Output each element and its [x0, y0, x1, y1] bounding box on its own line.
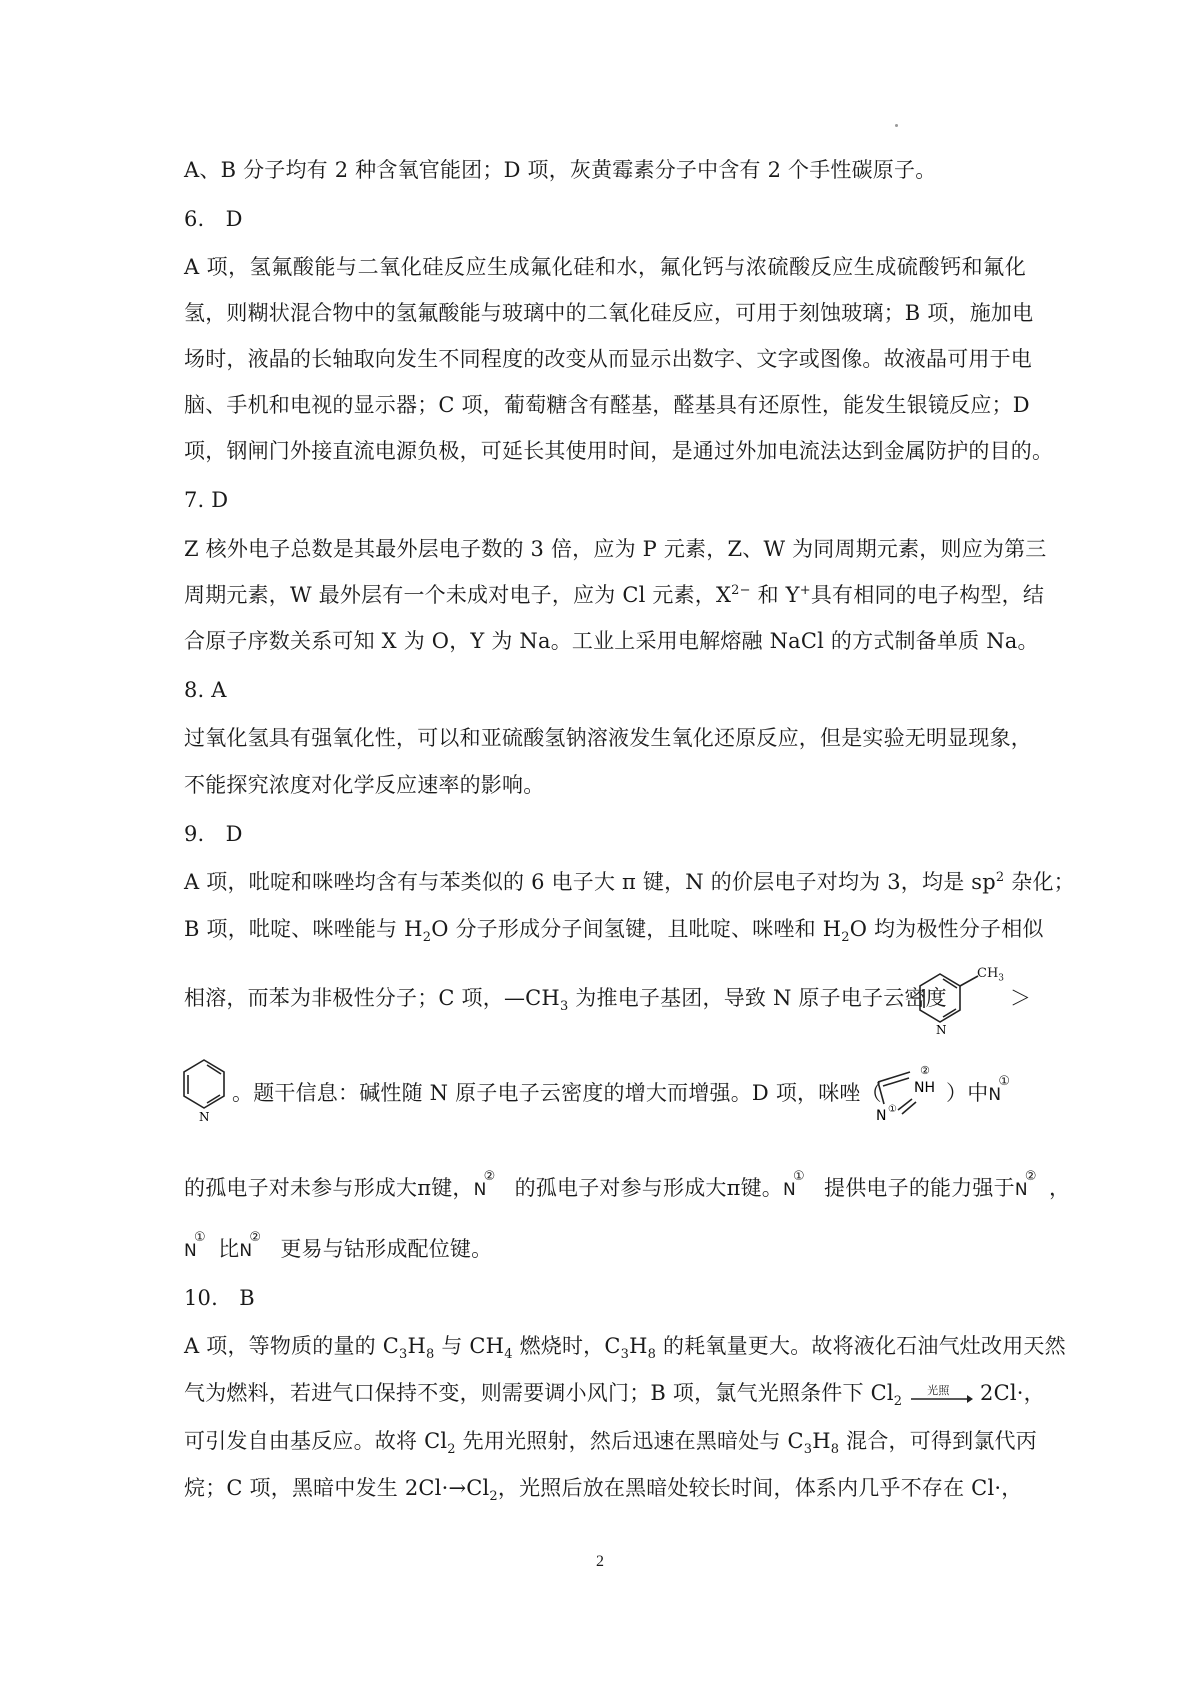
ring-n-label: N [199, 1110, 210, 1124]
text-line: A 项，等物质的量的 $C_3H_8$ 与 $CH_4$ 燃烧时，$C_3H_8$ 的耗氧量更大。故将液化石油气灶改用天然 [184, 1334, 1066, 1363]
pyridine-structure [178, 1050, 238, 1130]
text-line: 合原子序数关系可知 X 为 O，Y 为 Na。工业上采用电解熔融 NaCl 的方式制备单质 Na。 [184, 629, 1039, 653]
text-line: 相溶，而苯为非极性分子；C 项，$—CH_3$ 为推电子基团，导致 N 原子电子云密度 [184, 986, 947, 1015]
text-line: 。题干信息：碱性随 N 原子电子云密度的增大而增强。D 项，咪唑（ [232, 1081, 882, 1105]
text-line: 场时，液晶的长轴取向发生不同程度的改变从而显示出数字、文字或图像。故液晶可用于电 [184, 347, 1032, 371]
text-line: ）中N ① [946, 1074, 1011, 1105]
reaction-arrow: 光照 [909, 1385, 973, 1405]
text-line: 项，钢闸门外接直流电源负极，可延长其使用时间，是通过外加电流法达到金属防护的目的。 [184, 439, 1054, 463]
answer-7: 7. D [184, 488, 229, 512]
text-line: 可引发自由基反应。故将 $Cl_2$ 先用光照射，然后迅速在黑暗处与 $C_3H_8$ 混合，可得到氯代丙 [184, 1429, 1037, 1458]
answer-8: 8. A [184, 678, 227, 702]
svg-text:②: ② [920, 1064, 930, 1077]
ch3-label: $CH_3$ [977, 966, 1005, 984]
text-line: 脑、手机和电视的显示器；C 项，葡萄糖含有醛基，醛基具有还原性，能发生银镜反应；D [184, 393, 1030, 417]
answer-9: 9. D [184, 822, 243, 846]
svg-text:N: N [876, 1108, 887, 1124]
text-line: 过氧化氢具有强氧化性，可以和亚硫酸氢钠溶液发生氧化还原反应，但是实验无明显现象， [184, 726, 1032, 750]
text-line: A、B 分子均有 2 种含氧官能团；D 项，灰黄霉素分子中含有 2 个手性碳原子。 [184, 158, 937, 182]
text-line: A 项，吡啶和咪唑均含有与苯类似的 6 电子大 π 键，N 的价层电子对均为 3，均是 $sp^2$ 杂化； [184, 870, 1075, 894]
text-line: 氢，则糊状混合物中的氢氟酸能与玻璃中的二氧化硅反应，可用于刻蚀玻璃；B 项，施加电 [184, 301, 1034, 325]
text-line: 周期元素，W 最外层有一个未成对电子，应为 Cl 元素，$X^{2-}$ 和 Y+具有相同的电子构型，结 [184, 583, 1045, 607]
text-line: B 项，吡啶、咪唑能与 $H_2O$ 分子形成分子间氢键，且吡啶、咪唑和 $H_2O$ 均为极性分子相似 [184, 917, 1044, 946]
imidazole-structure [864, 1052, 954, 1128]
greater-than: ＞ [1010, 986, 1032, 1010]
answer-10: 10. B [184, 1286, 255, 1310]
answer-6: 6. D [184, 207, 243, 231]
text-line: A 项，氢氟酸能与二氧化硅反应生成氟化硅和水，氟化钙与浓硫酸反应生成硫酸钙和氟化 [184, 255, 1026, 279]
svg-text:NH: NH [914, 1080, 935, 1096]
page-number: 2 [596, 1553, 604, 1570]
speck [895, 124, 898, 127]
text-line: N ① 比N ② 更易与钴形成配位键。 [184, 1230, 493, 1261]
text-line: Z 核外电子总数是其最外层电子数的 3 倍，应为 P 元素，Z、W 为同周期元素，则应为第三 [184, 537, 1047, 561]
text-line: 的孤电子对未参与形成大π键，N ② 的孤电子对参与形成大π键。N ① 提供电子的能力强于N ② ， [184, 1169, 1071, 1200]
text-line: 不能探究浓度对化学反应速率的影响。 [184, 773, 545, 797]
text-line: 烷；C 项，黑暗中发生 $2Cl\cdot\to Cl_2$，光照后放在黑暗处较长时间，体系内几乎不存在 Cl·， [184, 1476, 1023, 1505]
svg-text:①: ① [888, 1104, 897, 1115]
ring-n-label: N [936, 1023, 947, 1037]
text-line: 气为燃料，若进气口保持不变，则需要调小风门；B 项，氯气光照条件下 $Cl_2$ 光照 2Cl·， [184, 1381, 1045, 1410]
